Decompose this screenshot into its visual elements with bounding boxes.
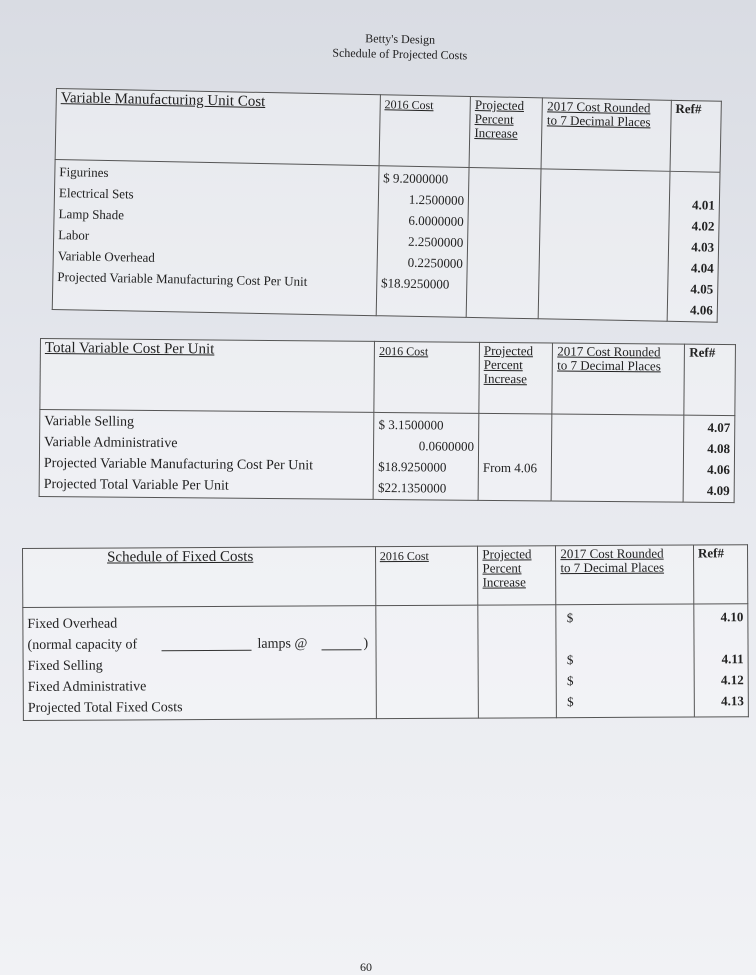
table3-header-2016: 2016 Cost <box>375 546 478 606</box>
ref-number: 4.02 <box>691 218 715 234</box>
dollar-sign: $ <box>566 610 574 626</box>
ref-number: 4.13 <box>721 693 744 709</box>
fixed-costs-table <box>22 544 749 748</box>
table1-projected-input[interactable] <box>466 167 541 318</box>
table-row-label: Labor <box>58 227 90 243</box>
table1-header-projected: Projected Percent Increase <box>469 96 543 168</box>
table-row-label: Fixed Overhead <box>27 616 118 632</box>
ref-number: 4.08 <box>707 440 731 457</box>
ref-number: 4.12 <box>720 672 744 688</box>
table1-title: Variable Manufacturing Unit Cost <box>60 90 266 111</box>
ref-number: 4.03 <box>691 239 715 255</box>
capacity-blank[interactable] <box>161 634 251 651</box>
table1-costs <box>376 166 469 318</box>
table-row-label: Fixed Selling <box>27 658 103 674</box>
table2-header-ref: Ref# <box>684 344 735 415</box>
projected-note: From 4.06 <box>482 459 538 476</box>
cost-value: $ 9.2000000 <box>383 170 449 187</box>
total-variable-cost-table <box>38 338 736 524</box>
ref-number: 4.06 <box>689 302 714 318</box>
company-name: Betty's Design <box>365 31 436 47</box>
table2-rounded-input[interactable] <box>552 414 685 502</box>
variable-manufacturing-table <box>52 88 722 321</box>
page-number: 60 <box>360 960 372 974</box>
cost-value: 0.2250000 <box>407 254 464 271</box>
table1-header-ref: Ref# <box>670 100 722 172</box>
table3-cost-input[interactable] <box>376 605 479 719</box>
ref-number: 4.11 <box>721 651 744 667</box>
table2-header-projected: Projected Percent Increase <box>479 342 553 414</box>
cost-value: $18.9250000 <box>378 458 447 475</box>
lamps-text: lamps @ <box>257 636 308 652</box>
table-row-label: Projected Total Fixed Costs <box>27 700 183 716</box>
table3-rounded[interactable] <box>556 604 694 718</box>
table2-labels <box>39 410 374 500</box>
table-row-label: Figurines <box>59 164 109 181</box>
table3-title: Schedule of Fixed Costs <box>107 548 254 566</box>
cost-value: 1.2500000 <box>408 191 465 208</box>
cost-value: $18.9250000 <box>381 275 450 292</box>
table-row-label: Projected Total Variable Per Unit <box>43 477 229 494</box>
cost-value: $22.1350000 <box>377 479 447 496</box>
ref-number: 4.10 <box>720 609 744 625</box>
ref-number: 4.06 <box>707 461 730 478</box>
table3-header-projected: Projected Percent Increase <box>478 546 556 605</box>
table-row-label: (normal capacity of lamps @ ) <box>27 633 371 656</box>
table-row-label: Projected Variable Manufacturing Cost Per Unit <box>43 456 314 474</box>
table2-projected[interactable] <box>478 413 552 501</box>
table1-labels <box>52 159 379 315</box>
ref-number: 4.01 <box>691 197 716 213</box>
rate-blank[interactable] <box>321 633 361 650</box>
table-row-label: Electrical Sets <box>58 185 134 202</box>
table1-refs <box>667 171 720 322</box>
table-row-label: Lamp Shade <box>58 206 125 223</box>
cost-value: 6.0000000 <box>408 212 464 229</box>
close-paren: ) <box>363 636 369 652</box>
table1-header-rounded: 2017 Cost Rounded to 7 Decimal Places <box>542 98 672 171</box>
table2-header-rounded: 2017 Cost Rounded to 7 Decimal Places <box>552 343 685 415</box>
table-row-label: Variable Administrative <box>44 435 178 452</box>
table3-refs <box>694 604 749 717</box>
ref-number: 4.09 <box>706 482 730 499</box>
ref-number: 4.04 <box>690 260 714 276</box>
table2-costs <box>373 412 478 500</box>
cost-value: $ 3.1500000 <box>378 416 444 433</box>
table-row-label: Variable Selling <box>44 414 135 430</box>
table2-refs <box>683 415 734 502</box>
ref-number: 4.05 <box>690 281 714 297</box>
table3-header-rounded: 2017 Cost Rounded to 7 Decimal Places <box>556 545 694 605</box>
dollar-sign: $ <box>567 694 574 710</box>
table1-header-2016: 2016 Cost <box>379 95 471 168</box>
table-row-label: Fixed Administrative <box>27 679 147 695</box>
table3-projected-input[interactable] <box>478 605 557 718</box>
cost-value: 0.0600000 <box>418 438 475 454</box>
table-row-label: Variable Overhead <box>57 248 156 265</box>
table-row-label: Projected Variable Manufacturing Cost Per Unit <box>57 269 308 289</box>
dollar-sign: $ <box>566 652 574 668</box>
dollar-sign: $ <box>566 673 574 689</box>
table2-title: Total Variable Cost Per Unit <box>44 340 215 358</box>
schedule-subtitle: Schedule of Projected Costs <box>332 45 468 63</box>
table1-rounded-input[interactable] <box>539 169 670 321</box>
ref-number: 4.07 <box>707 419 731 436</box>
document-title <box>300 30 501 64</box>
table2-header-2016: 2016 Cost <box>374 341 479 413</box>
cost-value: 2.2500000 <box>407 233 464 250</box>
table3-header-ref: Ref# <box>693 545 747 604</box>
table3-labels <box>23 606 376 721</box>
